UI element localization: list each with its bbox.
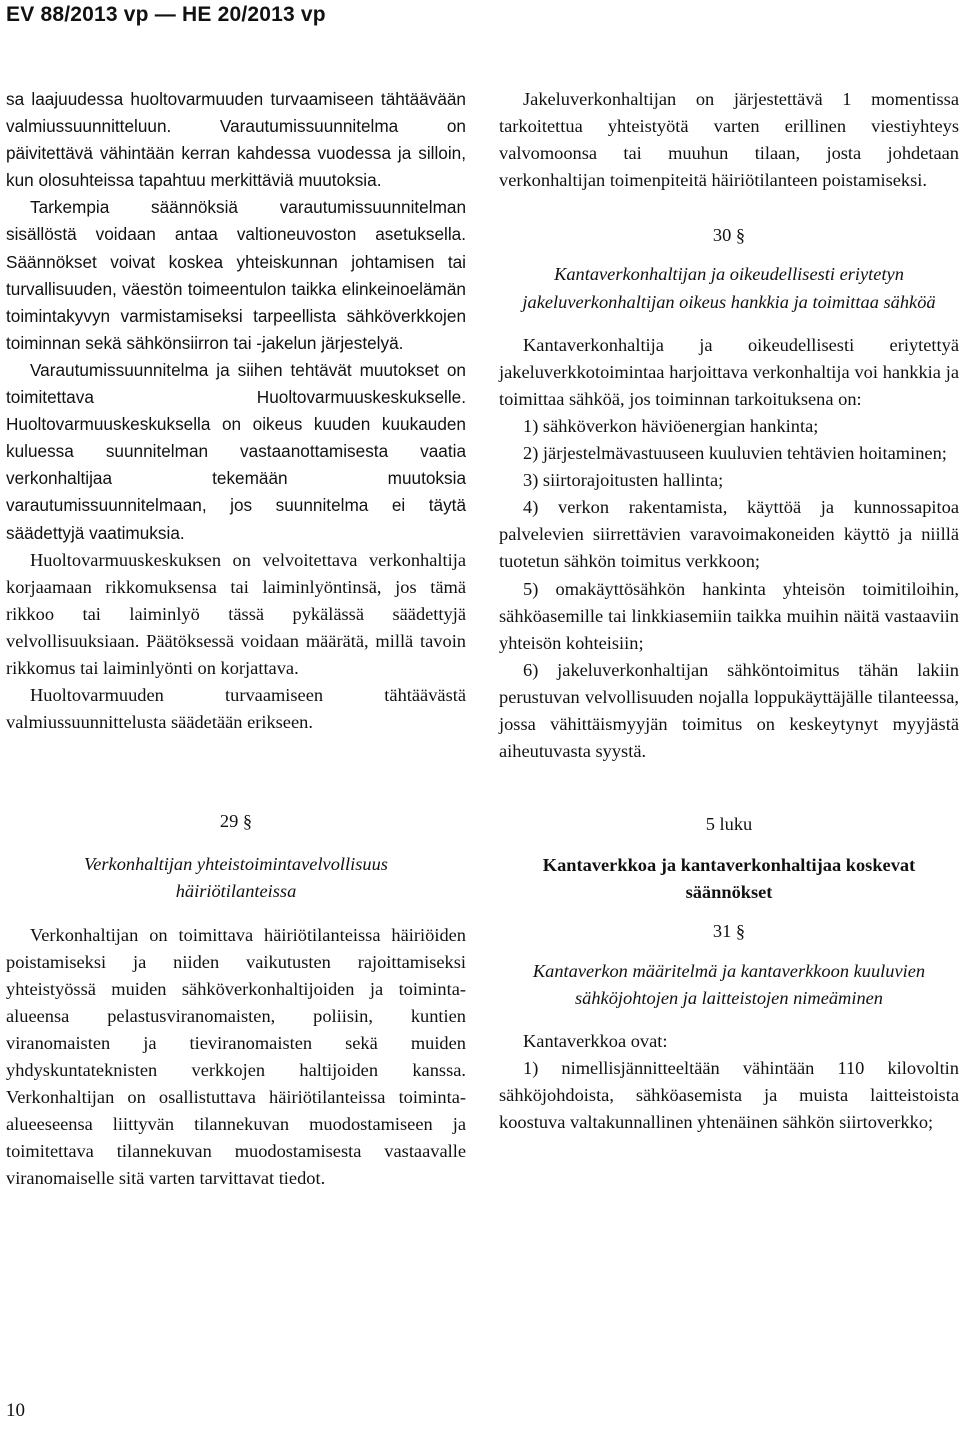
chapter-number: 5 luku (705, 814, 753, 835)
section-number-30: 30 § (712, 225, 746, 246)
paragraph: Huoltovarmuuskeskuksen on velvoitettava verkonhaltija korjaamaan rikkomuksensa tai laiminlyöntinsä, jos tämä rikkoo tai laiminlyö tässä pykälässä säädettyjä velvollisuuksiaan. Päätöksessä voidaan määrätä, millä tavoin rikkomus tai laiminlyönti on korjattava. (6, 549, 466, 678)
list-item: 1) sähköverkon häviöenergian hankinta; (523, 415, 819, 436)
chapter-title: Kantaverkkoa ja kantaverkonhaltijaa koskevat säännökset (542, 855, 916, 903)
paragraph: Huoltovarmuuden turvaamiseen tähtäävästä valmiussuunnittelusta säädetään erikseen. (6, 685, 466, 733)
list-item: 2) järjestelmävastuuseen kuuluvien tehtävien hoitaminen; (523, 443, 947, 464)
section-title-30: Kantaverkonhaltijan ja oikeudellisesti eriytetyn jakeluverkonhaltijan oikeus hankkia ja toimittaa sähköä (522, 264, 936, 312)
paragraph: Jakeluverkonhaltijan on järjestettävä 1 momentissa tarkoitettua yhteistyötä varten erillinen viestiyhteys valvomoonsa tai muuhun tilaan, josta johdetaan verkonhaltijan toimenpiteitä häiriötilanteen poistamiseksi. (499, 89, 959, 191)
list-item: 1) nimellisjännitteeltään vähintään 110 kilovoltin sähköjohdoista, sähköasemista ja muista laitteistoista koostuva valtakunnallinen yhtenäinen sähkön siirtoverkko; (499, 1057, 959, 1132)
right-column (499, 86, 959, 1136)
paragraph: Varautumissuunnitelma ja siihen tehtävät muutokset on toimitettava Huoltovarmuuskeskukselle. Huoltovarmuuskeskuksella on oikeus kuuden kuukauden kuluessa suunnitelman vastaanottamisesta vaatia verkonhaltijaa tekemään muutoksia varautumissuunnitelmaan, jos suunnitelma ei täytä säädettyjä vaatimuksia. (6, 359, 466, 543)
paragraph: Tarkempia säännöksiä varautumissuunnitelman sisällöstä voidaan antaa valtioneuvoston asetuksella. Säännökset voivat koskea yhteiskunnan johtamisen tai turvallisuuden, väestön toimeentulon taikka elinkeinoelämän toimintakyvyn varmistamiseksi tarpeellista sähköverkkojen toiminnan sekä sähkönsiirron tai -jakelun järjestelyä. (6, 197, 466, 353)
section-number-29: 29 § (219, 811, 253, 832)
page-number: 10 (6, 1400, 25, 1421)
paragraph: Kantaverkkoa ovat: (523, 1030, 668, 1051)
list-item: 5) omakäyttösähkön hankinta yhteisön toimitiloihin, sähköasemille tai linkkiasemiin taikka muihin näitä vastaaviin yhteisön kohteisiin; (499, 578, 959, 653)
list-item: 3) siirtorajoitusten hallinta; (523, 470, 724, 491)
document-header: EV 88/2013 vp — HE 20/2013 vp (6, 3, 326, 26)
section-title-31: Kantaverkon määritelmä ja kantaverkkoon kuuluvien sähköjohtojen ja laitteistojen nimeäminen (532, 960, 926, 1008)
list-item: 4) verkon rakentamista, käyttöä ja kunnossapitoa palvelevien siirrettävien varavoimakoneiden käyttö ja niillä tuotetun sähkön toimitus verkkoon; (499, 497, 959, 572)
section-number-31: 31 § (712, 921, 746, 942)
paragraph: Verkonhaltijan on toimittava häiriötilanteissa häiriöiden poistamiseksi ja niiden vaikutusten rajoittamiseksi yhteistyössä muiden sähköverkonhaltijoiden ja toiminta-alueensa pelastusviranomaisten, poliisin, kuntien viranomaisten ja tieviranomaisten sekä muiden yhdyskuntateknisten verkkojen haltijoiden kanssa. Verkonhaltijan on osallistuttava häiriötilanteissa toiminta-alueeseensa liittyvän tilannekuvan muodostamiseen ja toimitettava tilannekuvan muodostamisesta vastaavalle viranomaiselle sitä varten tarvittavat tiedot. (6, 924, 466, 1189)
paragraph: sa laajuudessa huoltovarmuuden turvaamiseen tähtäävään valmiussuunnitteluun. Varautumissuunnitelma on päivitettävä vähintään kerran kahdessa vuodessa ja silloin, kun olosuhteissa tapahtuu merkittäviä muutoksia. (6, 89, 466, 191)
left-column (6, 86, 466, 1192)
section-title-29: Verkonhaltijan yhteistoimintavelvollisuus häiriötilanteissa (84, 854, 388, 902)
list-item: 6) jakeluverkonhaltijan sähköntoimitus tähän lakiin perustuvan velvollisuuden nojalla loppukäyttäjälle tilanteessa, jossa vähittäismyyjän toimitus on keskeytynyt myyjästä aiheutuvasta syystä. (499, 659, 959, 762)
paragraph: Kantaverkonhaltija ja oikeudellisesti eriytettyä jakeluverkkotoimintaa harjoittava verkonhaltija voi hankkia ja toimittaa sähköä, jos toiminnan tarkoituksena on: (499, 334, 959, 409)
